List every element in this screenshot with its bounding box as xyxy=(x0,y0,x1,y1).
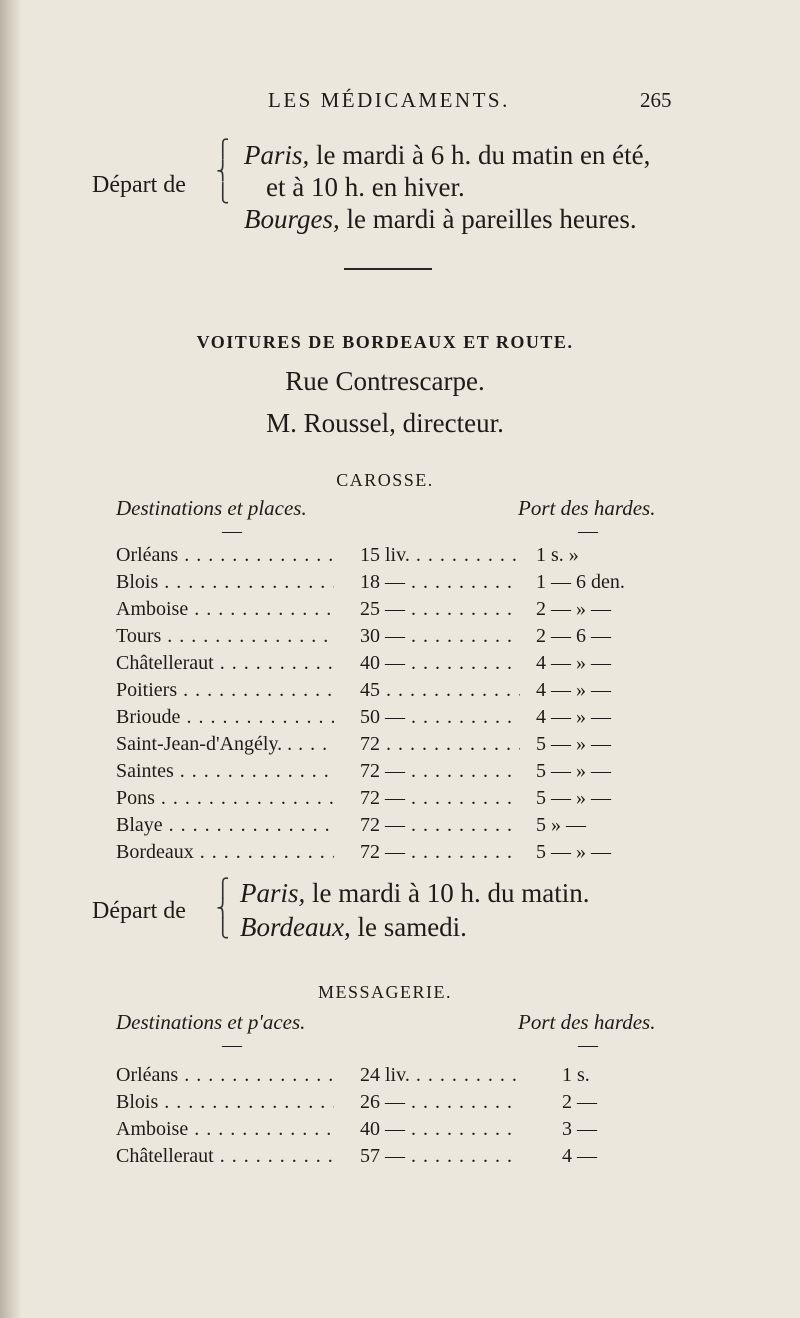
departure-2-line-1 xyxy=(240,878,589,909)
price-cell: 50 — . . . xyxy=(360,706,520,729)
destination-cell: Saint-Jean-d'Angély. . . . . xyxy=(116,733,334,756)
port-cell: 4 — xyxy=(562,1145,597,1167)
port-cell: 4 — » — xyxy=(536,652,611,674)
departure-2-line-2 xyxy=(240,912,467,943)
price-cell: 72 — . . . xyxy=(360,814,520,837)
departure-2-line-1-text: le mardi à 10 h. du matin. xyxy=(305,878,590,908)
table-row xyxy=(116,625,676,649)
departure-label: Départ de xyxy=(92,898,186,924)
destination-cell: Orléans . . . xyxy=(116,544,334,567)
destination-cell: Châtelleraut . . . xyxy=(116,1145,334,1168)
price-cell: 15 liv. . . . xyxy=(360,544,520,567)
departure-line-1-text: le mardi à 6 h. du matin en été, xyxy=(309,140,651,170)
table-row xyxy=(116,598,676,622)
price-cell: 57 — . . . xyxy=(360,1145,520,1168)
destination-cell: Blois . . . xyxy=(116,571,334,594)
port-cell: 4 — » — xyxy=(536,706,611,728)
column-dash: — xyxy=(222,1034,242,1056)
table-row xyxy=(116,544,676,568)
carosse-col-port: Port des hardes. xyxy=(518,496,656,520)
city-bourges: Bourges, xyxy=(244,204,340,234)
page-number: 265 xyxy=(640,88,672,112)
price-cell: 72 . . . xyxy=(360,733,520,756)
port-cell: 5 — » — xyxy=(536,733,611,755)
destination-cell: Blois . . . xyxy=(116,1091,334,1114)
price-cell: 40 — . . . xyxy=(360,652,520,675)
city-bordeaux: Bordeaux, xyxy=(240,912,351,942)
port-cell: 2 — » — xyxy=(536,598,611,620)
destination-cell: Brioude . . . xyxy=(116,706,334,729)
destination-cell: Saintes . . . xyxy=(116,760,334,783)
messagerie-col-destinations: Destinations et p'aces. xyxy=(116,1010,306,1034)
table-row xyxy=(116,571,676,595)
table-row xyxy=(116,1064,676,1088)
table-row xyxy=(116,814,676,838)
destination-cell: Blaye . . . xyxy=(116,814,334,837)
table-row xyxy=(116,1118,676,1142)
port-cell: 3 — xyxy=(562,1118,597,1140)
table-row xyxy=(116,733,676,757)
port-cell: 5 — » — xyxy=(536,760,611,782)
table-row xyxy=(116,760,676,784)
departure-label: Départ de xyxy=(92,172,186,198)
page-edge-shadow xyxy=(0,0,22,1318)
running-head: LES MÉDICAMENTS. xyxy=(268,88,510,112)
section-title: VOITURES DE BORDEAUX ET ROUTE. xyxy=(196,332,574,352)
street-name: Rue Contrescarpe. xyxy=(285,366,485,396)
price-cell: 18 — . . . xyxy=(360,571,520,594)
director-name: M. Roussel, directeur. xyxy=(266,408,504,438)
city-paris: Paris, xyxy=(240,878,306,908)
departure-line-3-text: le mardi à pareilles heures. xyxy=(339,204,637,234)
destination-cell: Tours . . . xyxy=(116,625,334,648)
destination-cell: Amboise . . . xyxy=(116,1118,334,1141)
port-cell: 5 — » — xyxy=(536,787,611,809)
table-row xyxy=(116,841,676,865)
destination-cell: Orléans . . . xyxy=(116,1064,334,1087)
price-cell: 25 — . . . xyxy=(360,598,520,621)
port-cell: 5 — » — xyxy=(536,841,611,863)
table-row xyxy=(116,787,676,811)
column-dash: — xyxy=(578,520,598,542)
price-cell: 72 — . . . xyxy=(360,760,520,783)
destination-cell: Pons . . . xyxy=(116,787,334,810)
separator-rule xyxy=(344,268,432,270)
table-row xyxy=(116,652,676,676)
city-paris: Paris, xyxy=(244,140,310,170)
brace-icon: ⎧ ⎨ ⎩ xyxy=(216,139,230,203)
departure-line-1 xyxy=(244,140,650,171)
port-cell: 5 » — xyxy=(536,814,586,836)
port-cell: 2 — xyxy=(562,1091,597,1113)
price-cell: 30 — . . . xyxy=(360,625,520,648)
destination-cell: Poitiers . . . xyxy=(116,679,334,702)
table-row xyxy=(116,1091,676,1115)
column-dash: — xyxy=(578,1034,598,1056)
port-cell: 4 — » — xyxy=(536,679,611,701)
carosse-col-destinations: Destinations et places. xyxy=(116,496,307,520)
table-row xyxy=(116,1145,676,1169)
destination-cell: Amboise . . . xyxy=(116,598,334,621)
price-cell: 26 — . . . xyxy=(360,1091,520,1114)
column-dash: — xyxy=(222,520,242,542)
port-cell: 1 s. » xyxy=(536,544,579,566)
port-cell: 1 s. xyxy=(562,1064,590,1086)
port-cell: 2 — 6 — xyxy=(536,625,611,647)
departure-line-3 xyxy=(244,204,637,235)
destination-cell: Bordeaux . . . xyxy=(116,841,334,864)
departure-line-2: et à 10 h. en hiver. xyxy=(266,172,465,202)
messagerie-col-port: Port des hardes. xyxy=(518,1010,656,1034)
carosse-title: CAROSSE. xyxy=(336,470,434,490)
departure-2-line-2-text: le samedi. xyxy=(350,912,467,942)
table-row xyxy=(116,679,676,703)
messagerie-title: MESSAGERIE. xyxy=(317,982,452,1002)
price-cell: 24 liv. . . . xyxy=(360,1064,520,1087)
destination-cell: Châtelleraut . . . xyxy=(116,652,334,675)
table-row xyxy=(116,706,676,730)
price-cell: 45 . . . xyxy=(360,679,520,702)
port-cell: 1 — 6 den. xyxy=(536,571,625,593)
price-cell: 72 — . . . xyxy=(360,787,520,810)
brace-icon: ⎧ ⎨ ⎩ xyxy=(216,878,230,938)
price-cell: 72 — . . . xyxy=(360,841,520,864)
price-cell: 40 — . . . xyxy=(360,1118,520,1141)
